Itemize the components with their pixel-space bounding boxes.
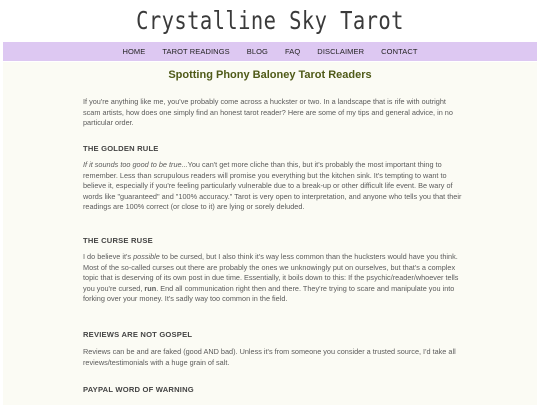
intro-paragraph: If you're anything like me, you've probably come across a huckster or two. In a landscape that is rife with outright scam artists, how does one simply find an honest tarot reader? Here are some of my tips and general advice, in no particular order. bbox=[83, 97, 453, 127]
section-heading-paypal: PAYPAL WORD OF WARNING bbox=[83, 385, 194, 394]
nav-faq[interactable]: FAQ bbox=[284, 47, 301, 56]
nav-disclaimer[interactable]: DISCLAIMER bbox=[317, 47, 365, 56]
section-heading-curse-ruse: THE CURSE RUSE bbox=[83, 236, 153, 245]
curse-ruse-paragraph bbox=[83, 252, 463, 305]
article-title: Spotting Phony Baloney Tarot Readers bbox=[168, 69, 372, 81]
golden-rule-paragraph bbox=[83, 160, 463, 213]
curse-bold-word: run bbox=[144, 283, 157, 293]
curse-text-middle: to be cursed, but I also think it's way less common than the hucksters would have you think. Most of the so-called curses out there are probably the ones we unknowingly put on ourselves, but that's a complex topic that is deserving of its own post in due time. Essentially, it boils down to this: If the psychic/reader/whoever tells you you're cursed, bbox=[83, 252, 459, 293]
site-title[interactable]: Crystalline Sky Tarot bbox=[136, 6, 404, 35]
article-content bbox=[3, 62, 537, 405]
main-nav bbox=[3, 42, 537, 61]
golden-rule-text: You can't get more cliche than this, but it's probably the most important thing to remember. Less than scrupulous readers will promise you everything but the kitchen sink. It's tempting to want to believe it, especially if you're feeling particularly vulnerable due to a break-up or other difficult life event. Be wary of words like "guaranteed" and "100% accuracy." Tarot is very open to interpretation, and anyone who tells you that their readings are 100% correct (or close to it) are lying or sorely deluded. bbox=[83, 160, 462, 211]
nav-contact[interactable]: CONTACT bbox=[381, 47, 418, 56]
nav-tarot-readings[interactable]: TAROT READINGS bbox=[162, 47, 230, 56]
section-heading-golden-rule: THE GOLDEN RULE bbox=[83, 144, 159, 153]
golden-rule-lead: If it sounds too good to be true... bbox=[83, 160, 188, 169]
section-heading-reviews: REVIEWS ARE NOT GOSPEL bbox=[83, 330, 193, 339]
curse-text-after: . End all communication right then and there. They're trying to scare and manipulate you into forking over your money. It's sadly way too common in the field. bbox=[83, 283, 455, 303]
reviews-paragraph: Reviews can be and are faked (good AND bad). Unless it's from someone you consider a trusted source, I'd take all reviews/testimonials with a huge grain of salt. bbox=[83, 347, 456, 367]
nav-blog[interactable]: BLOG bbox=[246, 47, 268, 56]
curse-italic-word: possible bbox=[133, 252, 160, 261]
curse-text-before: I do believe it's bbox=[83, 252, 134, 261]
nav-home[interactable]: HOME bbox=[122, 47, 146, 56]
